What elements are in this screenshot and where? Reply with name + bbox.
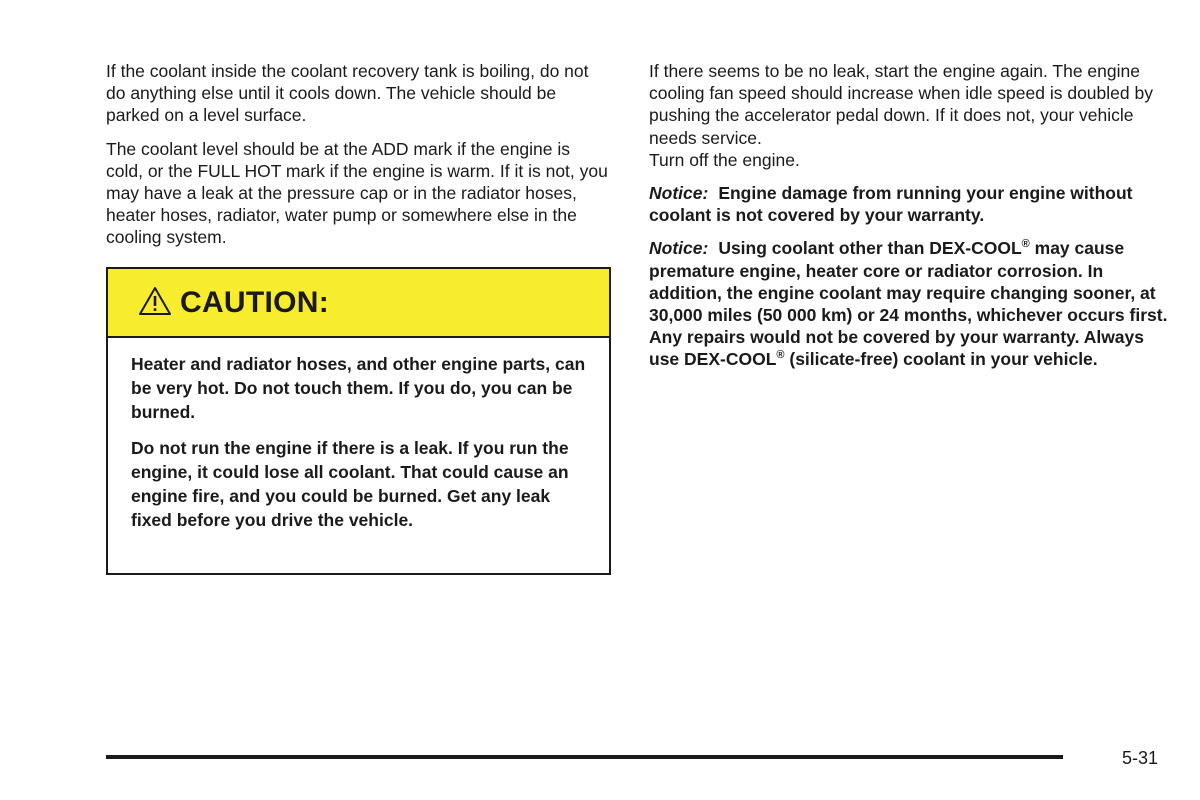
caution-leak-text: Do not run the engine if there is a leak. If you run the engine, it could lose all coolant. That could cause an engine fire, and you could be burned. Get any leak fixed before you drive the vehicle. [131, 437, 569, 531]
notice-label: Notice: [649, 183, 709, 204]
notice-warranty [649, 182, 1169, 226]
notice-dex-cool-text-c: (silicate-free) coolant in your vehicle. [784, 349, 1098, 370]
notice-dex-cool [649, 237, 1169, 370]
notice-warranty-text: Engine damage from running your engine without coolant is not covered by your warranty. [649, 183, 1133, 226]
boiling-coolant-paragraph: If the coolant inside the coolant recovery tank is boiling, do not do anything else until it cools down. The vehicle should be parked on a level surface. [106, 61, 589, 126]
notice-dex-cool-text-a: Using coolant other than DEX-COOL [718, 238, 1022, 259]
turn-off-engine-paragraph: Turn off the engine. [649, 149, 800, 170]
caution-box [106, 267, 611, 575]
warning-triangle-icon [138, 286, 172, 316]
caution-title: CAUTION: [180, 285, 330, 319]
caution-header [108, 269, 609, 338]
no-leak-paragraph: If there seems to be no leak, start the engine again. The engine cooling fan speed should increase when idle speed is doubled by pushing the accelerator pedal down. If it does not, your vehicle needs service. [649, 61, 1153, 148]
registered-mark: ® [776, 349, 785, 362]
notice-label: Notice: [649, 238, 709, 259]
coolant-level-paragraph: The coolant level should be at the ADD mark if the engine is cold, or the FULL HOT mark if the engine is warm. If it is not, you may have a leak at the pressure cap or in the radiator hoses, heater hoses, radiator, water pump or somewhere else in the cooling system. [106, 138, 608, 248]
right-column [649, 60, 1169, 382]
notice-dex-cool-text-b: may cause premature engine, heater core or radiator corrosion. In addition, the engine coolant may require changing sooner, at 30,000 miles (50 000 km) or 24 months, whichever occurs first. Any repairs would not be covered by your warranty. Always use DEX-COOL [649, 238, 1168, 370]
caution-hot-hoses-text: Heater and radiator hoses, and other engine parts, can be very hot. Do not touch them. If you do, you can be burned. [131, 354, 586, 423]
caution-body [108, 338, 609, 532]
page-number: 5-31 [1121, 748, 1158, 768]
left-column [106, 60, 611, 260]
footer-rule [106, 755, 1063, 759]
registered-mark: ® [1021, 238, 1030, 251]
